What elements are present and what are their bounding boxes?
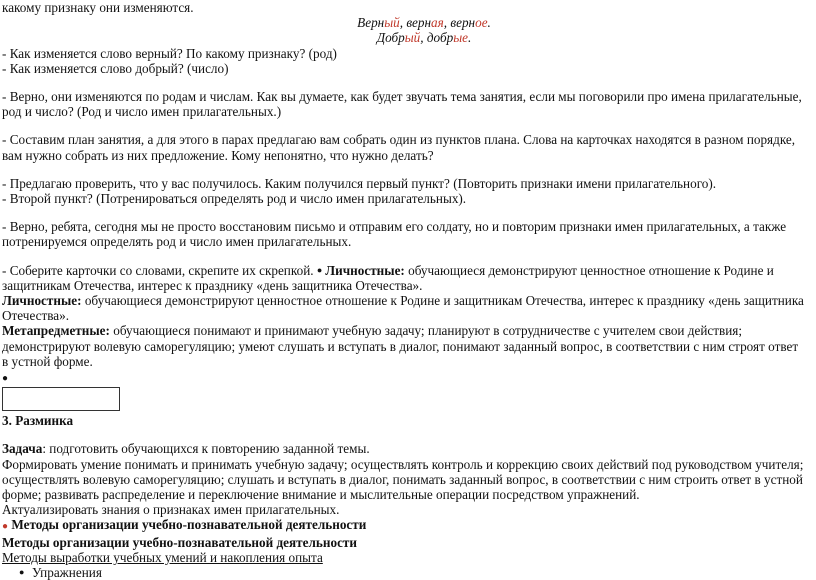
- paragraph-topic: - Верно, они изменяются по родам и числам. Как вы думаете, как будет звучать тема занятия, если мы поговорили про имена прилагательные, род и число? (Род и число имен прилагательных.): [2, 89, 802, 120]
- example-ending: ый: [404, 30, 421, 46]
- cards-text: - Соберите карточки со словами, скрепите их скрепкой.: [2, 262, 317, 278]
- example-ending: ые: [453, 30, 468, 46]
- example-line-2: [32, 30, 816, 45]
- paragraph-actualize: Актуализировать знания о признаках имен прилагательных.: [2, 502, 340, 518]
- personal-text: обучающиеся демонстрируют ценностное отношение к Родине и защитникам Отечества, интерес к празднику «день защитника Отечества».: [2, 262, 774, 293]
- example-ending: ая: [431, 15, 444, 31]
- empty-table-cell: [2, 387, 120, 411]
- methods-title: Методы организации учебно-познавательной деятельности: [8, 517, 367, 533]
- meta-label: Метапредметные:: [2, 323, 110, 339]
- bullet-icon: ●: [316, 264, 323, 275]
- bullet-icon: ●: [19, 567, 25, 578]
- methods-line-3: Методы выработки учебных умений и накопления опыта: [2, 549, 323, 565]
- example-ending: ый: [384, 15, 400, 31]
- section-title: 3. Разминка: [2, 413, 74, 429]
- example-ending: ое: [475, 15, 488, 31]
- personal-label: Личностные:: [325, 262, 405, 278]
- lone-bullet-line: [2, 369, 816, 386]
- paragraph-check-2: - Второй пункт? (Потренироваться определять род и число имен прилагательных).: [2, 191, 467, 207]
- example-word: , верн: [443, 15, 476, 31]
- paragraph-plan: - Составим план занятия, а для этого в парах предлагаю вам собрать один из пунктов плана. Слова на карточках находятся в разном порядке, вам нужно собрать из них предложение. Кому непонятно, что нужно делать?: [2, 132, 796, 163]
- task-line: [2, 441, 816, 456]
- personal-label: Личностные:: [2, 293, 82, 309]
- bullet-icon: ●: [2, 373, 9, 385]
- paragraph-cards: [2, 263, 816, 293]
- question-1: - Как изменяется слово верный? По какому признаку? (род): [2, 45, 337, 61]
- paragraph-check-1: - Предлагаю проверить, что у вас получилось. Каким получился первый пункт? (Повторить признаки имени прилагательного).: [2, 175, 717, 191]
- example-word: Добр: [376, 30, 405, 46]
- example-word: , верн: [399, 15, 432, 31]
- paragraph-form: Формировать умение понимать и принимать учебную задачу; осуществлять контроль и коррекцию своих действий под руководством учителя; осуществлять волевую саморегуляцию; слушать и вступать в диалог, понимать заданный вопрос, в соответствии с ним строить ответ в устной форме; развивать распределение и переключение внимание и мыслительные операции посредством упражнений.: [2, 456, 804, 503]
- list-item-label: Упражнения: [32, 565, 102, 580]
- task-text: : подготовить обучающихся к повторению заданной темы.: [42, 441, 370, 457]
- paragraph-meta: [2, 323, 816, 369]
- personal-text: обучающиеся демонстрируют ценностное отношение к Родине и защитникам Отечества, интерес к празднику «день защитника Отечества».: [2, 293, 804, 324]
- intro-line: какому признаку они изменяются.: [2, 0, 194, 15]
- example-line-1: [32, 15, 816, 30]
- example-word: , добр: [420, 30, 454, 46]
- methods-line-1: [2, 517, 816, 534]
- paragraph-goal: - Верно, ребята, сегодня мы не просто восстановим письмо и отправим его солдату, но и повторим признаки имен прилагательных, а также потренируемся определять род и число имен прилагательных.: [2, 219, 787, 250]
- example-word: Верн: [357, 15, 385, 31]
- list-item: [2, 565, 816, 580]
- question-2: - Как изменяется слово добрый? (число): [2, 60, 229, 76]
- example-punct: .: [468, 30, 472, 46]
- task-label: Задача: [2, 441, 43, 457]
- red-bullet-icon: ●: [2, 521, 9, 533]
- methods-line-2: Методы организации учебно-познавательной деятельности: [2, 534, 357, 550]
- paragraph-personal: [2, 293, 816, 323]
- meta-text: обучающиеся понимают и принимают учебную задачу; планируют в сотрудничестве с учителем свои действия; демонстрируют волевую саморегуляцию; умеют слушать и вступать в диалог, понимают заданный вопрос, в соответствии с ним строят ответ в устной форме.: [2, 323, 799, 369]
- example-punct: .: [487, 15, 491, 31]
